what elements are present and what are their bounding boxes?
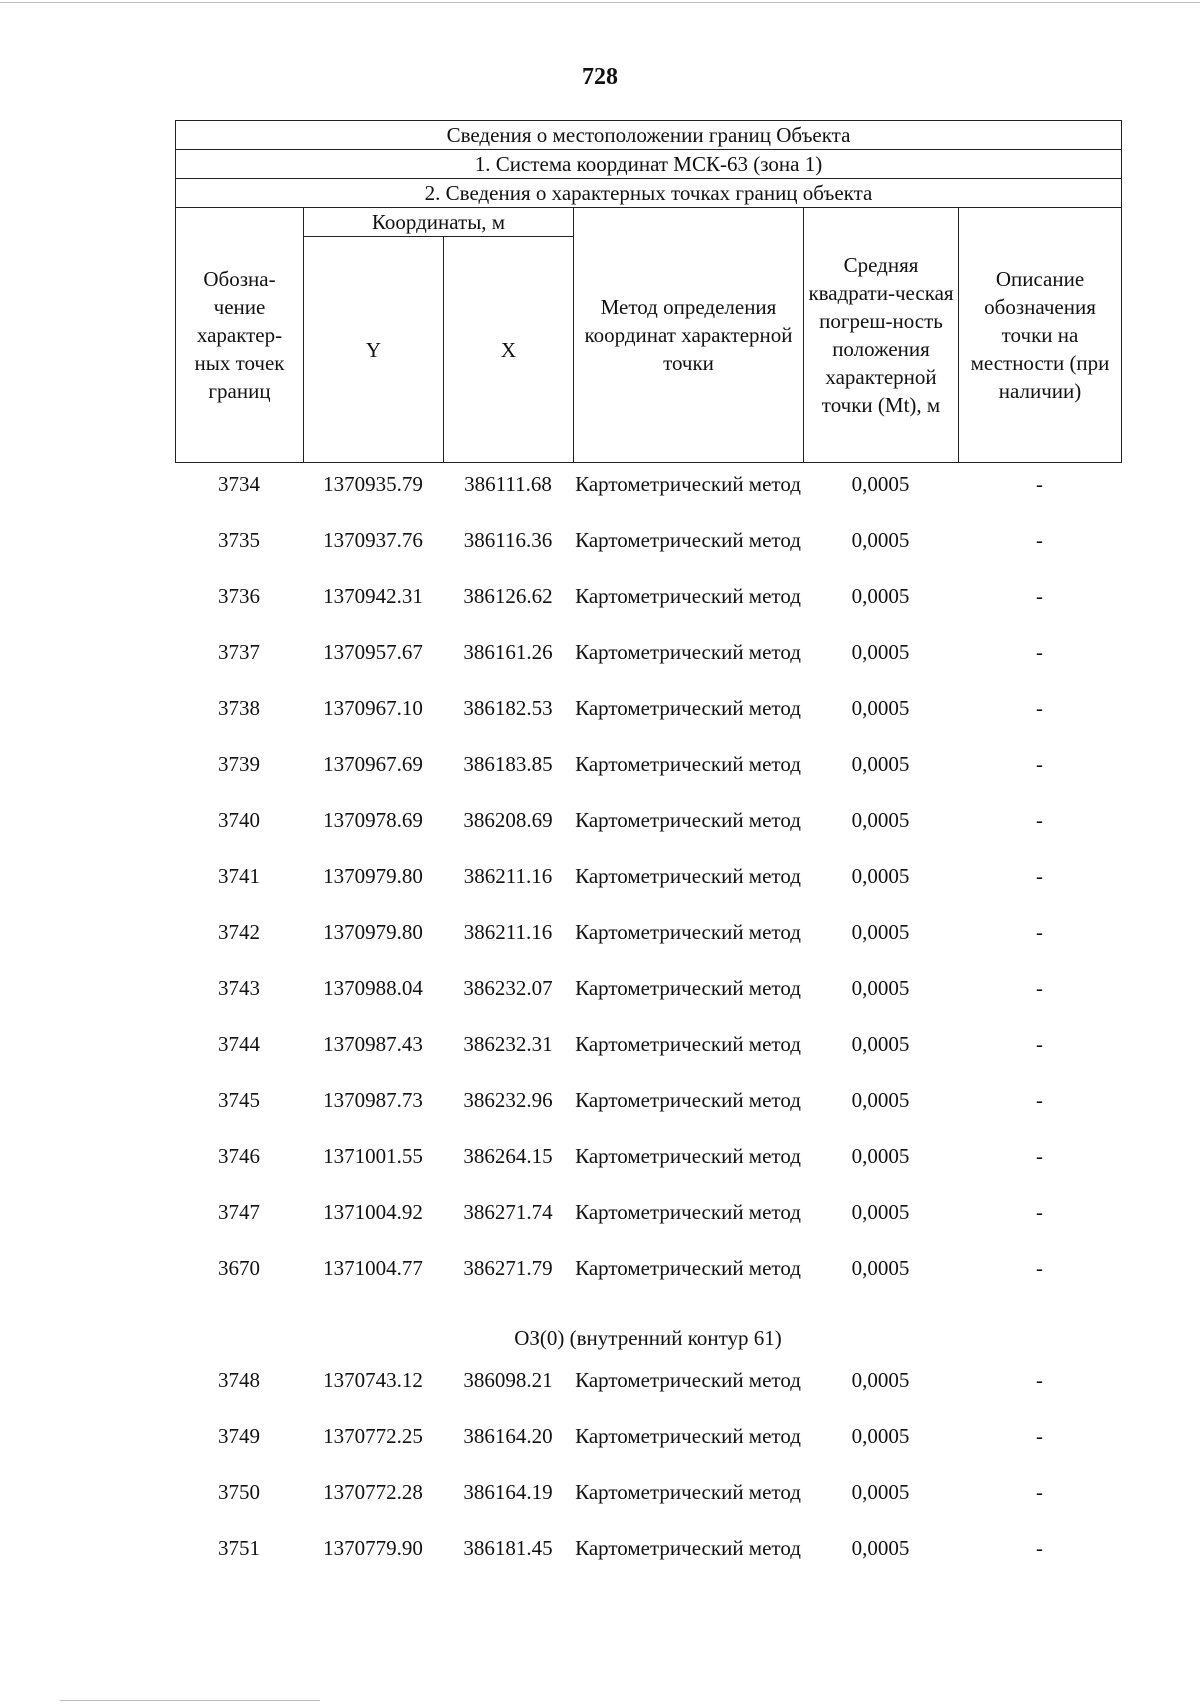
point-id: 3735: [218, 528, 260, 552]
accuracy-mt: 0,0005: [851, 1144, 910, 1168]
description: -: [1036, 808, 1043, 832]
table-row: [175, 694, 1121, 750]
point-id: 3734: [218, 472, 260, 496]
accuracy-mt: 0,0005: [851, 584, 910, 608]
coord-y: 1370967.69: [323, 752, 423, 776]
coord-y: 1371001.55: [323, 1144, 423, 1168]
table-row: [175, 750, 1121, 806]
accuracy-mt: 0,0005: [851, 1032, 910, 1056]
description: -: [1036, 1368, 1043, 1392]
method: Картометрический метод: [575, 920, 801, 944]
col-header-method: Метод определения координат характерной точки: [574, 208, 804, 463]
method: Картометрический метод: [575, 1200, 801, 1224]
point-id: 3738: [218, 696, 260, 720]
accuracy-mt: 0,0005: [851, 528, 910, 552]
table-row: [175, 1366, 1121, 1422]
coord-y: 1370957.67: [323, 640, 423, 664]
method: Картометрический метод: [575, 864, 801, 888]
method: Картометрический метод: [575, 1088, 801, 1112]
method: Картометрический метод: [575, 1368, 801, 1392]
method: Картометрический метод: [575, 1256, 801, 1280]
method: Картометрический метод: [575, 584, 801, 608]
section-row: [175, 1310, 1121, 1366]
description: -: [1036, 1144, 1043, 1168]
table-row: [175, 1534, 1121, 1590]
coord-x: 386271.79: [463, 1256, 553, 1280]
accuracy-mt: 0,0005: [851, 752, 910, 776]
description: -: [1036, 640, 1043, 664]
point-id: 3743: [218, 976, 260, 1000]
coord-y: 1370987.73: [323, 1088, 423, 1112]
accuracy-mt: 0,0005: [851, 640, 910, 664]
accuracy-mt: 0,0005: [851, 472, 910, 496]
description: -: [1036, 1424, 1043, 1448]
method: Картометрический метод: [575, 696, 801, 720]
coord-x: 386161.26: [463, 640, 553, 664]
method: Картометрический метод: [575, 976, 801, 1000]
coord-y: 1370987.43: [323, 1032, 423, 1056]
coord-y: 1370979.80: [323, 920, 423, 944]
coord-y: 1370942.31: [323, 584, 423, 608]
table-row: [175, 470, 1121, 526]
point-id: 3746: [218, 1144, 260, 1168]
method: Картометрический метод: [575, 1424, 801, 1448]
table-row: [175, 638, 1121, 694]
description: -: [1036, 864, 1043, 888]
method: Картометрический метод: [575, 472, 801, 496]
point-id: 3748: [218, 1368, 260, 1392]
points-section-title: 2. Сведения о характерных точках границ объекта: [176, 179, 1122, 208]
coord-x: 386164.19: [463, 1480, 553, 1504]
description: -: [1036, 472, 1043, 496]
table-row: [175, 1086, 1121, 1142]
coord-y: 1370772.25: [323, 1424, 423, 1448]
method: Картометрический метод: [575, 1480, 801, 1504]
col-header-accuracy: Средняя квадрати-ческая погреш-ность положения характерной точки (Mt), м: [804, 208, 959, 463]
points-table: [175, 470, 1121, 1590]
header-table: [175, 120, 1122, 463]
description: -: [1036, 696, 1043, 720]
accuracy-mt: 0,0005: [851, 976, 910, 1000]
coord-y: 1370978.69: [323, 808, 423, 832]
table-row: [175, 974, 1121, 1030]
accuracy-mt: 0,0005: [851, 1368, 910, 1392]
point-id: 3751: [218, 1536, 260, 1560]
coord-y: 1370988.04: [323, 976, 423, 1000]
point-id: 3739: [218, 752, 260, 776]
coord-x: 386164.20: [463, 1424, 553, 1448]
accuracy-mt: 0,0005: [851, 696, 910, 720]
coord-x: 386181.45: [463, 1536, 553, 1560]
coord-x: 386208.69: [463, 808, 553, 832]
description: -: [1036, 976, 1043, 1000]
point-id: 3741: [218, 864, 260, 888]
point-id: 3750: [218, 1480, 260, 1504]
accuracy-mt: 0,0005: [851, 864, 910, 888]
table-row: [175, 1422, 1121, 1478]
point-id: 3745: [218, 1088, 260, 1112]
coord-y: 1370772.28: [323, 1480, 423, 1504]
table-row: [175, 1254, 1121, 1310]
point-id: 3747: [218, 1200, 260, 1224]
point-id: 3736: [218, 584, 260, 608]
coord-x: 386211.16: [463, 864, 553, 888]
table-row: [175, 1030, 1121, 1086]
coord-y: 1370967.10: [323, 696, 423, 720]
col-header-x: X: [444, 237, 574, 463]
section-label: ОЗ(0) (внутренний контур 61): [514, 1326, 782, 1350]
col-header-y: Y: [304, 237, 444, 463]
coord-y: 1371004.92: [323, 1200, 423, 1224]
accuracy-mt: 0,0005: [851, 1256, 910, 1280]
description: -: [1036, 1200, 1043, 1224]
col-header-designation: Обозна-чение характер-ных точек границ: [176, 208, 304, 463]
method: Картометрический метод: [575, 528, 801, 552]
table-row: [175, 582, 1121, 638]
method: Картометрический метод: [575, 1144, 801, 1168]
point-id: 3737: [218, 640, 260, 664]
description: -: [1036, 1032, 1043, 1056]
scan-edge-line-bottom: [60, 1700, 320, 1701]
description: -: [1036, 752, 1043, 776]
point-id: 3744: [218, 1032, 260, 1056]
table-row: [175, 806, 1121, 862]
coord-x: 386232.96: [463, 1088, 553, 1112]
page-number: 728: [582, 64, 618, 90]
table-row: [175, 862, 1121, 918]
coord-x: 386126.62: [463, 584, 553, 608]
point-id: 3740: [218, 808, 260, 832]
description: -: [1036, 1088, 1043, 1112]
col-header-description: Описание обозначения точки на местности (при наличии): [959, 208, 1122, 463]
accuracy-mt: 0,0005: [851, 1088, 910, 1112]
coord-x: 386111.68: [464, 472, 552, 496]
method: Картометрический метод: [575, 640, 801, 664]
description: -: [1036, 1480, 1043, 1504]
accuracy-mt: 0,0005: [851, 808, 910, 832]
description: -: [1036, 920, 1043, 944]
description: -: [1036, 528, 1043, 552]
coord-x: 386232.31: [463, 1032, 553, 1056]
scan-edge-line: [0, 2, 1200, 3]
coord-x: 386183.85: [463, 752, 553, 776]
coord-x: 386264.15: [463, 1144, 553, 1168]
method: Картометрический метод: [575, 808, 801, 832]
coordinate-system: 1. Система координат МСК-63 (зона 1): [176, 150, 1122, 179]
col-header-coords: Координаты, м: [304, 208, 574, 237]
table-title: Сведения о местоположении границ Объекта: [176, 121, 1122, 150]
coord-y: 1370743.12: [323, 1368, 423, 1392]
coord-y: 1370979.80: [323, 864, 423, 888]
coord-y: 1370779.90: [323, 1536, 423, 1560]
coord-y: 1370937.76: [323, 528, 423, 552]
description: -: [1036, 584, 1043, 608]
method: Картометрический метод: [575, 752, 801, 776]
method: Картометрический метод: [575, 1536, 801, 1560]
description: -: [1036, 1256, 1043, 1280]
point-id: 3742: [218, 920, 260, 944]
point-id: 3670: [218, 1256, 260, 1280]
coord-x: 386116.36: [463, 528, 553, 552]
accuracy-mt: 0,0005: [851, 920, 910, 944]
coord-x: 386232.07: [463, 976, 553, 1000]
table-row: [175, 1478, 1121, 1534]
point-id: 3749: [218, 1424, 260, 1448]
table-row: [175, 526, 1121, 582]
coord-x: 386271.74: [463, 1200, 553, 1224]
table-row: [175, 1198, 1121, 1254]
accuracy-mt: 0,0005: [851, 1200, 910, 1224]
coord-y: 1371004.77: [323, 1256, 423, 1280]
coord-x: 386211.16: [463, 920, 553, 944]
method: Картометрический метод: [575, 1032, 801, 1056]
accuracy-mt: 0,0005: [851, 1480, 910, 1504]
coord-x: 386182.53: [463, 696, 553, 720]
coord-x: 386098.21: [463, 1368, 553, 1392]
description: -: [1036, 1536, 1043, 1560]
table-row: [175, 918, 1121, 974]
accuracy-mt: 0,0005: [851, 1424, 910, 1448]
table-row: [175, 1142, 1121, 1198]
accuracy-mt: 0,0005: [851, 1536, 910, 1560]
coord-y: 1370935.79: [323, 472, 423, 496]
